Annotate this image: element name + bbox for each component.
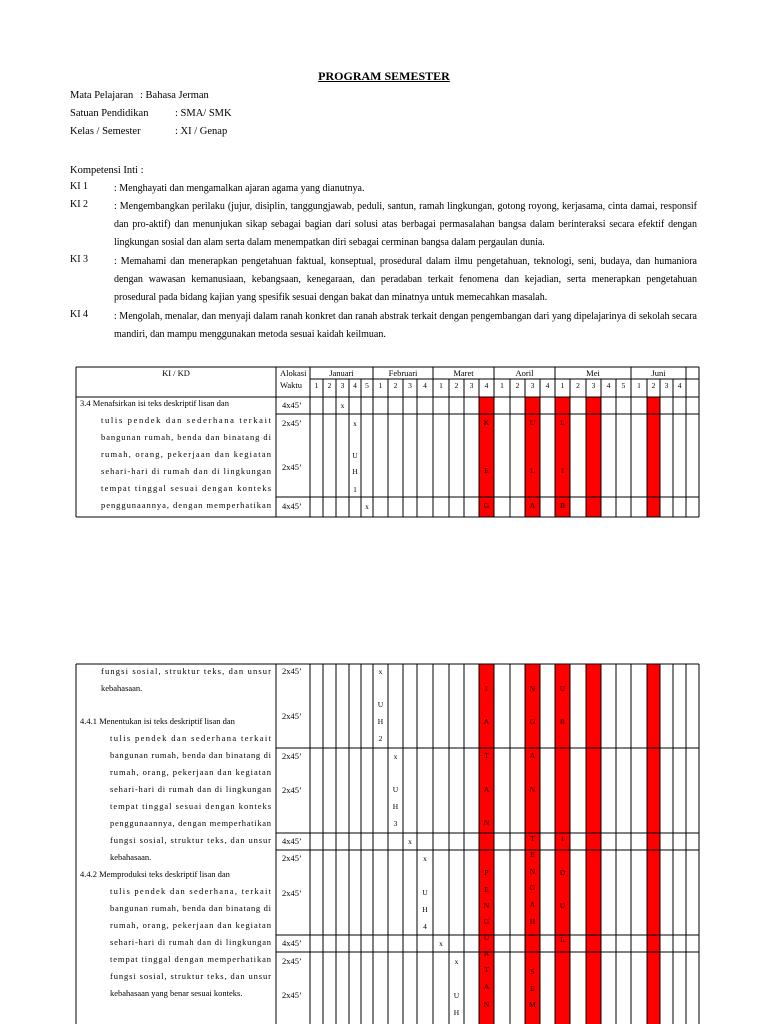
- week-number: 3: [408, 381, 412, 390]
- schedule-mark: A: [483, 949, 490, 958]
- week-number: 4: [545, 381, 550, 390]
- schedule-mark: E: [484, 885, 489, 894]
- schedule-mark: U: [352, 451, 358, 460]
- schedule-mark: E: [530, 850, 535, 859]
- month-header: Februari: [388, 368, 418, 378]
- kd-text-line: bangunan rumah, benda dan binatang di: [110, 903, 271, 913]
- schedule-mark: S: [530, 967, 535, 976]
- schedule-mark: T: [484, 751, 489, 760]
- kd-text-line: 3.4 Menafsirkan isi teks deskriptif lisan dan: [80, 398, 229, 408]
- week-number: 3: [664, 381, 669, 390]
- kd-column-header: KI / KD: [162, 368, 190, 378]
- week-number: 3: [591, 381, 596, 390]
- schedule-mark: K: [483, 418, 490, 427]
- holiday-column: [647, 664, 660, 1024]
- alokasi-value: 2x45’: [282, 418, 302, 428]
- schedule-mark: U: [377, 700, 384, 709]
- schedule-mark: A: [483, 785, 490, 794]
- ki-code: KI 4: [70, 309, 89, 320]
- schedule-mark: H: [392, 802, 399, 811]
- kd-text-line: bangunan rumah, benda dan binatang di: [110, 750, 271, 760]
- schedule-mark: U: [392, 785, 399, 794]
- alokasi-value: 2x45’: [282, 956, 302, 966]
- alokasi-column-header: Waktu: [280, 380, 302, 390]
- schedule-mark: L: [560, 418, 565, 427]
- week-number: 4: [353, 381, 357, 390]
- schedule-mark: I: [561, 834, 564, 843]
- alokasi-value: 4x45’: [282, 501, 302, 511]
- schedule-mark: U: [529, 418, 536, 427]
- month-header: Maret: [453, 368, 474, 378]
- schedule-mark: x: [408, 837, 412, 846]
- schedule-mark: H: [529, 917, 536, 926]
- ki-description: : Memahami dan menerapkan pengetahuan faktual, konseptual, prosedural dalam ilmu pengetahuan, teknologi, seni, budaya, dan humaniora dengan wawasan kemanusiaan, kebangsaan, kenegaraan, dan peradaban terkait fenomena dan kejadian, serta menerapkan pengetahuan prosedural pada bidang kajian yang spesifik sesuai dengan bakat dan minatnya untuk memecahkan masalah.: [114, 256, 697, 303]
- meta-label: Satuan Pendidikan: [70, 108, 149, 119]
- month-header: Mei: [586, 368, 600, 378]
- meta-value: : SMA/ SMK: [175, 108, 232, 119]
- kd-text-line: tempat tinggal sesuai dengan konteks: [101, 483, 271, 493]
- week-number: 2: [393, 381, 398, 390]
- schedule-mark: U: [559, 684, 566, 693]
- week-number: 1: [314, 381, 319, 390]
- meta-value: : XI / Genap: [175, 126, 228, 137]
- meta-label: Mata Pelajaran: [70, 90, 134, 101]
- kd-text-line: kebahasaan.: [110, 852, 152, 862]
- alokasi-value: 2x45’: [282, 462, 302, 472]
- schedule-mark: D: [559, 868, 566, 877]
- schedule-mark: x: [423, 854, 427, 863]
- schedule-mark: H: [377, 717, 384, 726]
- ki-description: : Menghayati dan mengamalkan ajaran agama yang dianutnya.: [114, 183, 365, 194]
- week-number: 2: [454, 381, 459, 390]
- schedule-mark: T: [484, 965, 489, 974]
- schedule-mark: N: [483, 818, 490, 827]
- week-number: 1: [378, 381, 383, 390]
- week-number: 5: [365, 381, 369, 390]
- kd-text-line: penggunaannya, dengan memperhatikan: [110, 818, 271, 828]
- schedule-mark: H: [422, 905, 428, 914]
- kd-text-line: kebahasaan.: [101, 683, 143, 693]
- kd-text-line: sehari-hari di rumah dan di lingkungan: [110, 784, 271, 794]
- alokasi-value: 2x45’: [282, 751, 302, 761]
- schedule-mark: x: [378, 667, 383, 676]
- week-number: 2: [327, 381, 332, 390]
- week-number: 2: [515, 381, 520, 390]
- week-number: 3: [530, 381, 535, 390]
- schedule-mark: E: [484, 466, 489, 475]
- meta-label: Kelas / Semester: [70, 126, 141, 137]
- schedule-mark: P: [484, 868, 489, 877]
- schedule-mark: x: [393, 752, 398, 761]
- week-number: 4: [484, 381, 489, 390]
- schedule-mark: x: [365, 502, 369, 511]
- schedule-mark: A: [529, 900, 536, 909]
- schedule-mark: A: [529, 501, 536, 510]
- week-number: 3: [340, 381, 345, 390]
- schedule-mark: x: [353, 419, 357, 428]
- kd-text-line: fungsi sosial, struktur teks, dan unsur: [110, 835, 271, 845]
- kd-text-line: penggunaannya, dengan memperhatikan: [101, 500, 271, 510]
- kd-text-line: tulis pendek dan sederhana, terkait: [110, 886, 271, 896]
- schedule-mark: A: [529, 751, 536, 760]
- schedule-mark: B: [559, 501, 566, 510]
- schedule-mark: N: [529, 684, 536, 693]
- schedule-mark: H: [453, 1008, 460, 1017]
- schedule-mark: T: [530, 834, 535, 843]
- schedule-mark: G: [483, 501, 490, 510]
- kd-text-line: tempat tinggal sesuai dengan konteks: [110, 801, 271, 811]
- alokasi-column-header: Alokasi: [280, 368, 307, 378]
- week-number: 4: [677, 381, 682, 390]
- ki-description: : Mengolah, menalar, dan menyaji dalam ranah konkret dan ranah abstrak terkait dengan pengembangan dari yang dipelajarinya di sekolah secara mandiri, dan mampu menggunakan metoda sesuai kaidah keilmuan.: [114, 311, 697, 340]
- kd-text-line: 4.4.1 Menentukan isi teks deskriptif lisan dan: [80, 716, 235, 726]
- schedule-mark: I: [561, 466, 564, 475]
- schedule-mark: N: [483, 1000, 490, 1009]
- schedule-mark: G: [529, 717, 536, 726]
- month-header: Januari: [329, 368, 354, 378]
- schedule-mark: x: [439, 939, 443, 948]
- month-header: Juni: [651, 368, 666, 378]
- schedule-mark: A: [483, 717, 490, 726]
- alokasi-value: 4x45’: [282, 836, 302, 846]
- alokasi-value: 2x45’: [282, 785, 302, 795]
- schedule-mark: U: [559, 901, 566, 910]
- schedule-mark: x: [454, 957, 459, 966]
- schedule-mark: H: [352, 467, 358, 476]
- week-number: 4: [423, 381, 427, 390]
- week-number: 2: [651, 381, 656, 390]
- ki-code: KI 2: [70, 199, 89, 210]
- ki-code: KI 3: [70, 254, 89, 265]
- kd-text-line: tempat tinggal dengan memperhatikan: [110, 954, 271, 964]
- kd-text-line: 4.4.2 Memproduksi teks deskriptif lisan dan: [80, 869, 230, 879]
- ki-description: : Mengembangkan perilaku (jujur, disiplin, tanggungjawab, peduli, santun, ramah lingkungan, gotong royong, kerjasama, cinta damai, responsif dan pro-aktif) dan menunjukan sikap sebagai bagian dari solusi atas berbagai permasalahan bangsa dalam berinteraksi secara efektif dengan lingkungan sosial dan alam serta dalam menempatkan diri sebagai cerminan bangsa dalam pergaulan dunia.: [114, 201, 697, 248]
- schedule-mark: N: [483, 901, 490, 910]
- week-number: 2: [576, 381, 580, 390]
- schedule-mark: N: [529, 785, 536, 794]
- holiday-column: [586, 664, 601, 1024]
- alokasi-value: 4x45’: [282, 938, 302, 948]
- kd-text-line: fungsi sosial, struktur teks, dan unsur: [101, 666, 271, 676]
- schedule-mark: G: [483, 917, 490, 926]
- schedule-mark: L: [560, 935, 565, 944]
- schedule-mark: A: [483, 982, 490, 991]
- kd-text-line: fungsi sosial, struktur teks, dan unsur: [110, 971, 271, 981]
- kd-text-line: rumah, orang, pekerjaan dan kegiatan: [110, 767, 271, 777]
- schedule-mark: x: [340, 401, 345, 410]
- schedule-mark: M: [529, 1000, 536, 1009]
- page-title: PROGRAM SEMESTER: [318, 69, 450, 83]
- alokasi-value: 2x45’: [282, 888, 302, 898]
- kd-text-line: tulis pendek dan sederhana terkait: [110, 733, 271, 743]
- week-number: 5: [621, 381, 626, 390]
- ki-heading: Kompetensi Inti :: [70, 165, 144, 176]
- schedule-mark: R: [559, 717, 566, 726]
- week-number: 1: [560, 381, 565, 390]
- week-number: 3: [469, 381, 474, 390]
- schedule-mark: U: [453, 991, 460, 1000]
- kd-text-line: sehari-hari di rumah dan di lingkungan: [101, 466, 271, 476]
- schedule-mark: L: [530, 466, 535, 475]
- alokasi-value: 2x45’: [282, 853, 302, 863]
- schedule-mark: 1: [353, 485, 357, 494]
- alokasi-value: 2x45’: [282, 990, 302, 1000]
- schedule-mark: 2: [378, 734, 383, 743]
- meta-value: : Bahasa Jerman: [140, 90, 209, 101]
- kd-text-line: kebahasaan yang benar sesuai konteks.: [110, 988, 243, 998]
- schedule-mark: U: [422, 888, 428, 897]
- week-number: 1: [637, 381, 641, 390]
- kd-text-line: rumah, orang, pekerjaan dan kegiatan: [110, 920, 271, 930]
- schedule-mark: E: [530, 984, 535, 993]
- week-number: 1: [500, 381, 504, 390]
- kd-text-line: rumah, orang, pekerjaan dan kegiatan: [101, 449, 271, 459]
- alokasi-value: 4x45’: [282, 400, 302, 410]
- schedule-mark: I: [485, 684, 488, 693]
- alokasi-value: 2x45’: [282, 666, 302, 676]
- month-header: Aoril: [515, 368, 534, 378]
- schedule-mark: U: [483, 933, 490, 942]
- week-number: 4: [606, 381, 611, 390]
- kd-text-line: sehari-hari di rumah dan di lingkungan: [110, 937, 271, 947]
- schedule-mark: N: [529, 867, 536, 876]
- kd-text-line: bangunan rumah, benda dan binatang di: [101, 432, 271, 442]
- week-number: 1: [439, 381, 443, 390]
- kd-text-line: tulis pendek dan sederhana terkait: [101, 415, 271, 425]
- alokasi-value: 2x45’: [282, 711, 302, 721]
- schedule-mark: 3: [393, 819, 398, 828]
- schedule-mark: 4: [423, 922, 427, 931]
- schedule-mark: G: [529, 883, 536, 892]
- ki-code: KI 1: [70, 181, 89, 192]
